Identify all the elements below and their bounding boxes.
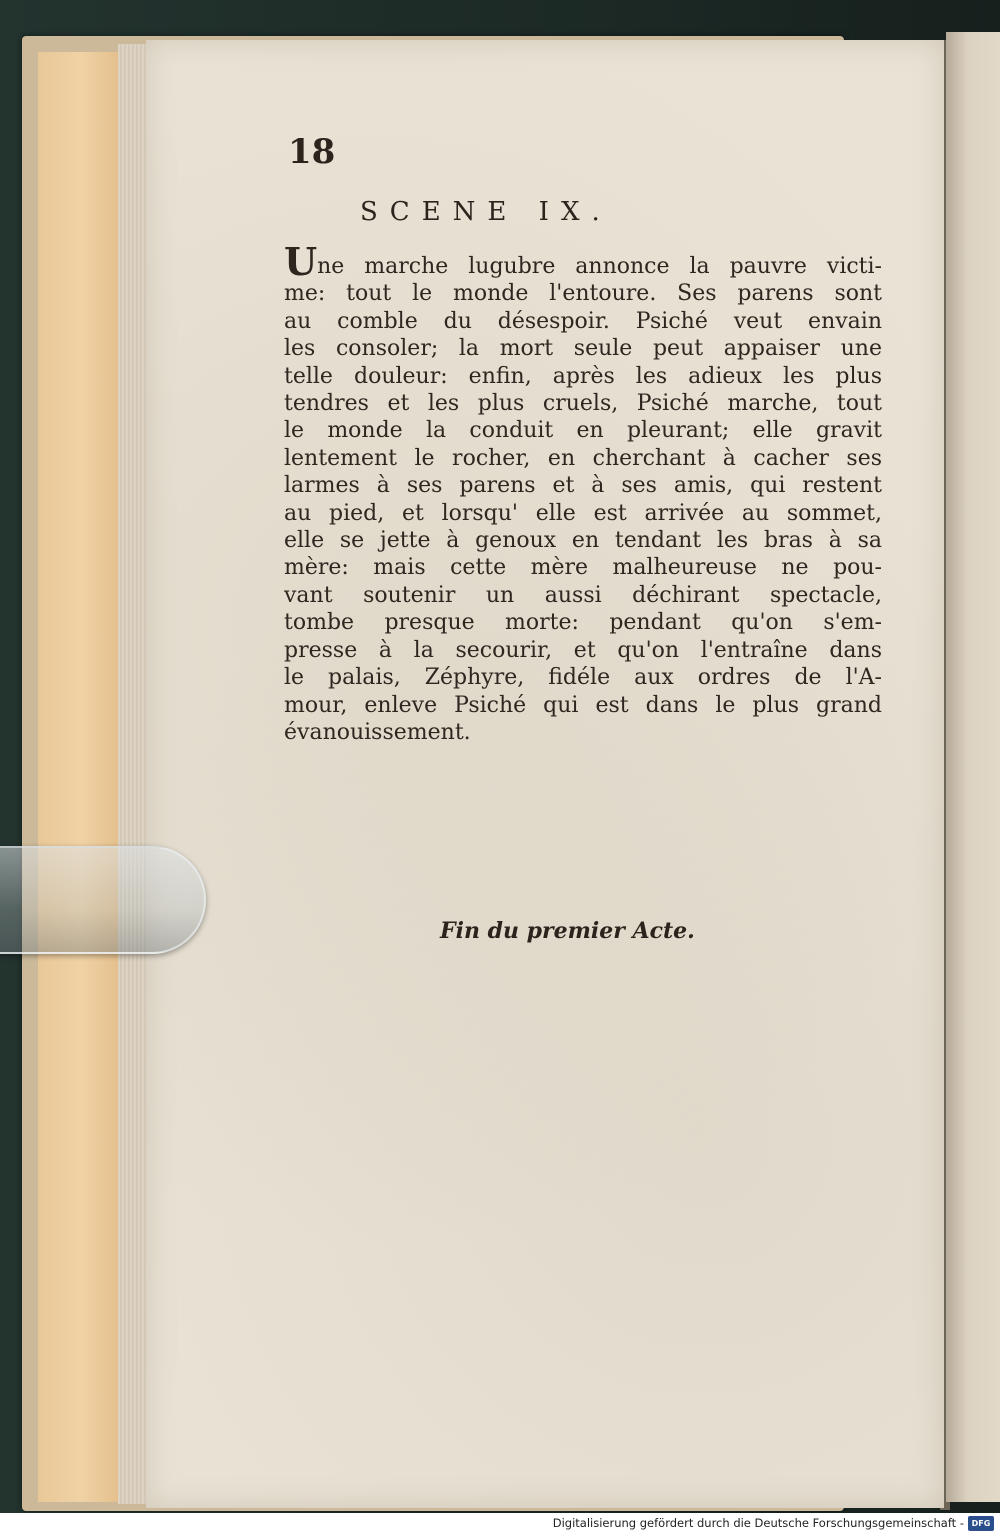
body-line: tombe presque morte: pendant qu'on s'em- bbox=[284, 610, 882, 636]
body-line: lentement le rocher, en cherchant à cacher ses bbox=[284, 445, 882, 471]
body-line: telle douleur: enfin, après les adieux les plus bbox=[284, 363, 882, 389]
drop-cap: U bbox=[284, 239, 318, 284]
body-line: le monde la conduit en pleurant; elle gravit bbox=[284, 418, 882, 444]
body-line: elle se jette à genoux en tendant les bras à sa bbox=[284, 528, 882, 554]
body-line: tendres et les plus cruels, Psiché marche, tout bbox=[284, 391, 882, 417]
body-line: mère: mais cette mère malheureuse ne pou- bbox=[284, 555, 882, 581]
cover-spine-strip bbox=[38, 52, 124, 1502]
body-line: évanouissement. bbox=[284, 719, 471, 745]
scene-body-text bbox=[284, 239, 882, 746]
dfg-logo-icon: DFG bbox=[968, 1516, 994, 1531]
facing-page-edge bbox=[946, 32, 1000, 1502]
body-line: les consoler; la mort seule peut appaiser une bbox=[284, 336, 882, 362]
scene-heading: SCENE IX. bbox=[360, 197, 612, 227]
body-line: Une marche lugubre annonce la pauvre victi- bbox=[284, 239, 882, 284]
page-number: 18 bbox=[288, 132, 336, 172]
body-line: me: tout le monde l'entoure. Ses parens sont bbox=[284, 281, 882, 307]
body-line: le palais, Zéphyre, fidéle aux ordres de l'A- bbox=[284, 665, 882, 691]
footer-credit: Digitalisierung gefördert durch die Deutsche Forschungsgemeinschaft - bbox=[552, 1516, 964, 1530]
body-line: au pied, et lorsqu' elle est arrivée au sommet, bbox=[284, 500, 882, 526]
glass-page-clip bbox=[0, 846, 206, 954]
footer-bar bbox=[0, 1513, 1000, 1535]
body-line: mour, enleve Psiché qui est dans le plus grand bbox=[284, 692, 882, 718]
page-edges bbox=[118, 44, 148, 1504]
body-line: vant soutenir un aussi déchirant spectacle, bbox=[284, 582, 882, 608]
body-line: larmes à ses parens et à ses amis, qui restent bbox=[284, 473, 882, 499]
body-line: presse à la secourir, et qu'on l'entraîne dans bbox=[284, 637, 882, 663]
body-line: au comble du désespoir. Psiché veut envain bbox=[284, 308, 882, 334]
act-end-note: Fin du premier Acte. bbox=[440, 918, 695, 944]
